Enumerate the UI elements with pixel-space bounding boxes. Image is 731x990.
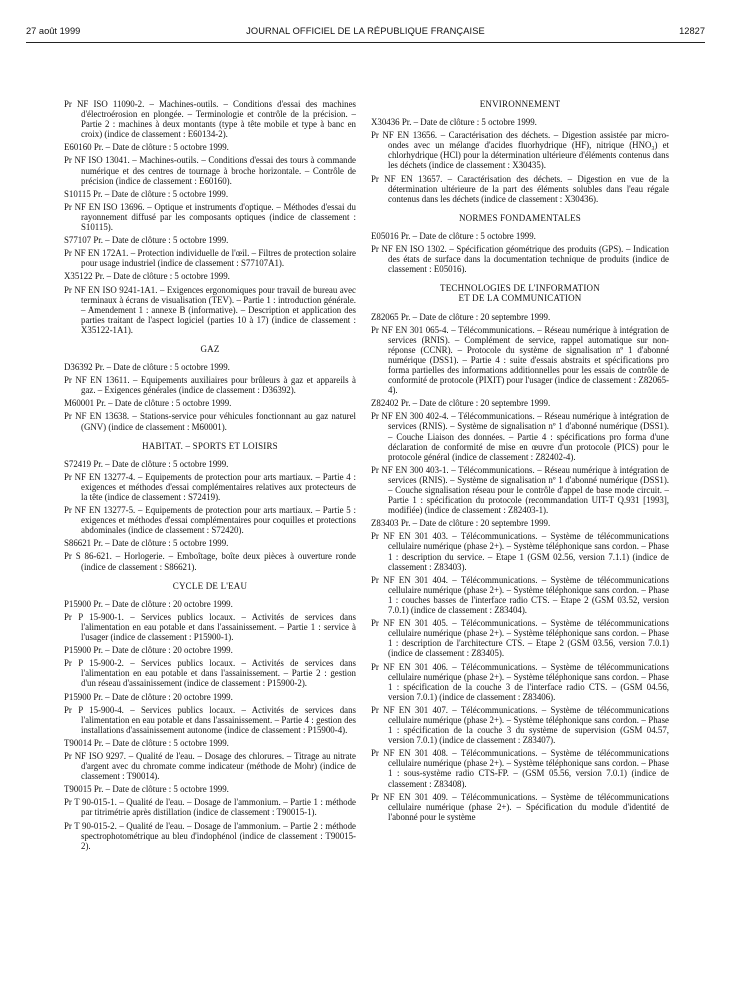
page-header [26, 26, 705, 40]
standard-entry: P15900 Pr. – Date de clôture : 20 octobre 1999. [64, 598, 233, 609]
standard-entry: Pr NF EN 301 409. – Télécommunications. – Système de télécommunications cellulaire numérique (phase 2+). – Spécification du module d'identité de l'abonné pour le système [371, 791, 669, 822]
standard-entry: Pr NF EN 301 405. – Télécommunications. – Système de télécommunications cellulaire numérique (phase 2+). – Système téléphonique sans cordon. – Phase 1 : description de l'architecture CTS. – Etape 2 (GSM 03.56, version 7.0.1) (indice de classement : Z83405). [371, 618, 669, 659]
standard-entry: Pr P 15-900-2. – Services publics locaux. – Activités de services dans l'alimentation en eau potable et dans l'assainissement. – Partie 2 : gestion d'un réseau d'assainissement (indice de classement : P15900-2). [64, 658, 356, 689]
standard-entry: Pr NF EN ISO 13696. – Optique et instruments d'optique. – Méthodes d'essai du rayonnement diffusé par les composants optiques (indice de classement : S10115). [64, 201, 356, 233]
standard-entry: Pr NF EN 300 402-4. – Télécommunications. – Réseau numérique à intégration de services (RNIS). – Système de signalisation nº 1 d'abonné numérique (DSS1). – Couche Liaison des données. – Partie 4 : spécifications pro forma d'une déclaration de conformité de mise en œuvre d'un protocole (PICS) pour le protocole général (indice de classement : Z82402-4). [371, 411, 669, 462]
standard-entry: Pr NF EN ISO 9241-1A1. – Exigences ergonomiques pour travail de bureau avec terminaux à écrans de visualisation (TEV). – Partie 1 : introduction générale. – Amendement 1 : annexe B (informative). – Description et application des parties traitant de l'aspect logiciel (parties 10 à 17) (indice de classement : X35122-1A1). [64, 284, 356, 335]
standard-entry: S10115 Pr. – Date de clôture : 5 octobre 1999. [64, 188, 229, 199]
left-column [64, 99, 356, 854]
standard-entry: Pr NF EN 301 406. – Télécommunications. – Système de télécommunications cellulaire numérique (phase 2+). – Système téléphonique sans cordon. – Phase 1 : spécification de la couche 3 de l'interface radio CTS. – (GSM 04.56, version 7.0.1) (indice de classement : Z83406). [371, 661, 669, 702]
section-heading: GAZ [200, 343, 220, 354]
standard-entry: P15900 Pr. – Date de clôture : 20 octobre 1999. [64, 691, 233, 702]
standard-entry: Pr NF ISO 9297. – Qualité de l'eau. – Dosage des chlorures. – Titrage au nitrate d'argent avec du chromate comme indicateur (méthode de Mohr) (indice de classement : T90014). [64, 750, 356, 782]
standard-entry: D36392 Pr. – Date de clôture : 5 octobre 1999. [64, 362, 230, 373]
header-rule [26, 42, 705, 43]
standard-entry: S86621 Pr. – Date de clôture : 5 octobre 1999. [64, 538, 229, 549]
standard-entry: Pr NF EN 301 403. – Télécommunications. – Système de télécommunications cellulaire numérique (phase 2+). – Système téléphonique sans cordon. – Phase 1 : description du service. – Etape 1 (GSM 02.56, version 7.1.1) (indice de classement : Z83403). [371, 531, 669, 572]
right-column [371, 99, 669, 825]
header-page-number: 12827 [679, 26, 705, 36]
standard-entry: Pr S 86-621. – Horlogerie. – Emboîtage, boîte deux pièces à ouverture ronde (indice de classement : S86621). [64, 551, 356, 572]
standard-entry: Pr NF EN 13657. – Caractérisation des déchets. – Digestion en vue de la détermination ultérieure de la part des éléments solubles dans l'eau régale contenus dans les déchets (indice de classement : X30436). [371, 173, 669, 204]
standard-entry: S72419 Pr. – Date de clôture : 5 octobre 1999. [64, 458, 229, 469]
standard-entry: E60160 Pr. – Date de clôture : 5 octobre 1999. [64, 142, 229, 153]
header-journal-title: JOURNAL OFFICIEL DE LA RÉPUBLIQUE FRANÇAISE [246, 26, 485, 36]
section-heading: CYCLE DE L'EAU [172, 580, 248, 591]
standard-entry: T90014 Pr. – Date de clôture : 5 octobre 1999. [64, 737, 229, 748]
standard-entry: Pr T 90-015-1. – Qualité de l'eau. – Dosage de l'ammonium. – Partie 1 : méthode par titrimétrie après distillation (indice de classement : T90015-1). [64, 797, 356, 818]
standard-entry: X35122 Pr. – Date de clôture : 5 octobre 1999. [64, 271, 230, 282]
standard-entry: Pr P 15-900-1. – Services publics locaux. – Activités de services dans l'alimentation en eau potable et dans l'assainissement. – Partie 1 : service à l'usager (indice de classement : P15900-1). [64, 611, 356, 643]
standard-entry: Pr NF EN 172A1. – Protection individuelle de l'œil. – Filtres de protection solaire pour usage industriel (indice de classement : S77107A1). [64, 248, 356, 269]
standard-entry: S77107 Pr. – Date de clôture : 5 octobre 1999. [64, 235, 229, 246]
section-heading: TECHNOLOGIES DE L'INFORMATION ET DE LA COMMUNICATION [440, 283, 600, 304]
section-heading: NORMES FONDAMENTALES [458, 212, 582, 223]
standard-entry: Pr P 15-900-4. – Services publics locaux. – Activités de services dans l'alimentation en eau potable et dans l'assainissement. – Partie 4 : gestion des installations d'assainissement autonome (indice de classement : P15900-4). [64, 704, 356, 735]
standard-entry: Pr NF EN 300 403-1. – Télécommunications. – Réseau numérique à intégration de services (RNIS). – Système de signalisation nº 1 d'abonné numérique (DSS1). – Couche signalisation réseau pour le contrôle d'appel de base mode circuit. – Partie 1 : spécification du protocole (recommandation UIT-T Q.931 [1993], modifiée) (indice de classement : Z82403-1). [371, 464, 669, 516]
standard-entry: Pr NF EN 13611. – Equipements auxiliaires pour brûleurs à gaz et appareils à gaz. – Exigences générales (indice de classement : D36392). [64, 375, 356, 396]
standard-entry: Pr NF EN 13277-4. – Equipements de protection pour arts martiaux. – Partie 4 : exigences et méthodes d'essai complémentaires relatives aux protecteurs de la tête (indice de classement : S72419). [64, 471, 356, 502]
standard-entry: Z82065 Pr. – Date de clôture : 20 septembre 1999. [371, 311, 551, 322]
standard-entry: Pr NF EN 13277-5. – Equipements de protection pour arts martiaux. – Partie 5 : exigences et méthodes d'essai complémentaires pour coquilles et protections abdominales (indice de classement : S72420). [64, 505, 356, 536]
standard-entry: Pr NF EN 13638. – Stations-service pour véhicules fonctionnant au gaz naturel (GNV) (indice de classement : M60001). [64, 411, 356, 432]
standard-entry: Pr NF EN ISO 1302. – Spécification géométrique des produits (GPS). – Indication des états de surface dans la documentation technique de produits (indice de classement : E05016). [371, 244, 669, 275]
standard-entry: X30436 Pr. – Date de clôture : 5 octobre 1999. [371, 117, 537, 128]
standard-entry: Pr NF EN 301 404. – Télécommunications. – Système de télécommunications cellulaire numérique (phase 2+). – Système téléphonique sans cordon. – Phase 1 : couches basses de l'interface radio CTS. – Etape 2 (GSM 03.52, version 7.0.1) (indice de classement : Z83404). [371, 574, 669, 616]
standard-entry: M60001 Pr. – Date de clôture : 5 octobre 1999. [64, 398, 232, 409]
standard-entry: Pr NF ISO 13041. – Machines-outils. – Conditions d'essai des tours à commande numérique et des centres de tournage à broche horizontale. – Contrôle de précision (indice de classement : E60160). [64, 155, 356, 186]
standard-entry: Z82402 Pr. – Date de clôture : 20 septembre 1999. [371, 398, 551, 409]
header-date: 27 août 1999 [26, 26, 81, 36]
standard-entry: E05016 Pr. – Date de clôture : 5 octobre 1999. [371, 230, 536, 241]
standard-entry: Pr NF EN 301 408. – Télécommunications. – Système de télécommunications cellulaire numérique (phase 2+). – Système téléphonique sans cordon. – Phase 1 : sous-système radio CTS-FP. – (GSM 05.56, version 7.0.1) (indice de classement : Z83408). [371, 748, 669, 789]
standard-entry: Pr NF EN 301 065-4. – Télécommunications. – Réseau numérique à intégration de services (RNIS). – Complément de service, rappel automatique sur non-réponse (CCNR). – Protocole du système de signalisation nº 1 d'abonné numérique (DSS1). – Partie 4 : suite d'essais abstraits et spécifications pro forma partielles des informations additionnelles pour les essais de contrôle de conformité de protocole (PIXIT) pour l'usager (indice de classement : Z82065-4). [371, 324, 669, 396]
standard-entry: T90015 Pr. – Date de clôture : 5 octobre 1999. [64, 784, 229, 795]
standard-entry: Pr NF ISO 11090-2. – Machines-outils. – Conditions d'essai des machines d'électroérosion en plongée. – Terminologie et contrôle de la précision. – Partie 2 : machines à deux montants (type à tête mobile et type à banc en croix) (indice de classement : E60134-2). [64, 99, 356, 140]
section-heading: HABITAT. – SPORTS ET LOISIRS [142, 440, 278, 451]
standard-entry: Pr NF EN 13656. – Caractérisation des déchets. – Digestion assistée par micro-ondes avec un mélange d'acides fluorhydrique (HF), nitrique (HNO₃) et chlorhydrique (HCl) pour la détermination ultérieure d'éléments contenus dans les déchets (indice de classement : X30435). [371, 130, 669, 171]
standard-entry: P15900 Pr. – Date de clôture : 20 octobre 1999. [64, 645, 233, 656]
standard-entry: Z83403 Pr. – Date de clôture : 20 septembre 1999. [371, 518, 551, 529]
standard-entry: Pr T 90-015-2. – Qualité de l'eau. – Dosage de l'ammonium. – Partie 2 : méthode spectrophotométrique au bleu d'indophénol (indice de classement : T90015-2). [64, 820, 356, 851]
section-heading: ENVIRONNEMENT [479, 99, 561, 109]
standard-entry: Pr NF EN 301 407. – Télécommunications. – Système de télécommunications cellulaire numérique (phase 2+). – Système téléphonique sans cordon. – Phase 1 : spécification de la couche 3 du système de supervision (GSM 04.57, version 7.0.1) (indice de classement : Z83407). [371, 704, 669, 746]
